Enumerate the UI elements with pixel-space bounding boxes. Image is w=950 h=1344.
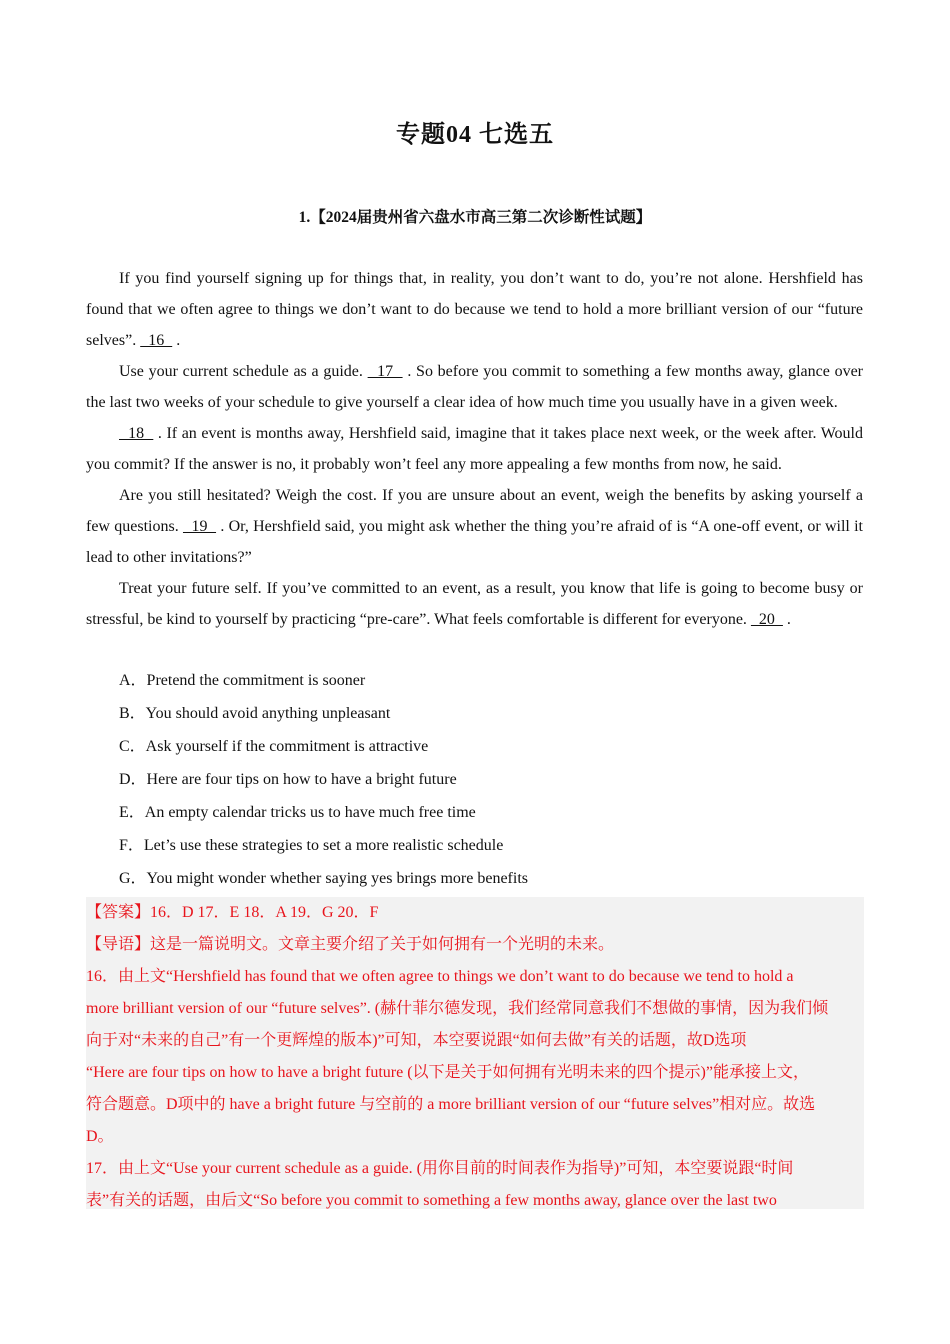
paragraph-2: Use your current schedule as a guide. 17 . So before you commit to something a few months away, glance over the last two weeks of your schedule to give yourself a clear idea of how much time you usually have in a given week. [86,363,864,411]
analysis-line: “Here are four tips on how to have a bright future (以下是关于如何拥有光明未来的四个提示)”能承接上文， [86,1064,809,1081]
paragraph-5: Treat your future self. If you’ve committed to an event, as a result, you know that life is going to become busy or stressful, be kind to yourself by practicing “pre-care”. What feels comfortable is different for everyone. 20 . [86,580,863,628]
answer-analysis-box [86,897,864,1209]
blank-19: 19 [182,518,217,535]
blank-20: 20 [750,611,783,628]
answer-key-line: 【答案】16．D 17．E 18．A 19．G 20．F [86,904,379,921]
intro-line: 【导语】这是一篇说明文。文章主要介绍了关于如何拥有一个光明的未来。 [86,936,615,953]
option-c: C．Ask yourself if the commitment is attractive [119,738,429,755]
option-b: B．You should avoid anything unpleasant [119,705,391,722]
option-f: F．Let’s use these strategies to set a more realistic schedule [119,837,504,854]
option-g: G．You might wonder whether saying yes brings more benefits [119,870,528,887]
analysis-line: 表”有关的话题，由后文“So before you commit to something a few months away, glance over the last two [86,1192,777,1209]
paragraph-3: 18 . If an event is months away, Hershfield said, imagine that it takes place next week, or the week after. Would you commit? If the answer is no, it probably won’t feel any more appealing a few months from now, he said. [86,425,864,473]
question-header: 1.【2024届贵州省六盘水市高三第二次诊断性试题】 [298,209,652,226]
analysis-line: 17．由上文“Use your current schedule as a guide. (用你目前的时间表作为指导)”可知，本空要说跟“时间 [86,1160,794,1177]
answer-options [119,664,863,895]
option-d: D．Here are four tips on how to have a bright future [119,771,457,788]
blank-18: 18 [119,425,154,442]
analysis-line: 符合题意。D项中的 have a bright future 与空前的 a more brilliant version of our “future selves”相对应。故选 [86,1096,816,1113]
option-e: E．An empty calendar tricks us to have much free time [119,804,476,821]
reading-passage [86,263,863,635]
analysis-line: more brilliant version of our “future selves”. (赫什菲尔德发现，我们经常同意我们不想做的事情，因为我们倾 [86,1000,829,1017]
analysis-line: 向于对“未来的自己”有一个更辉煌的版本)”可知，本空要说跟“如何去做”有关的话题，故D选项 [86,1032,747,1049]
paragraph-4: Are you still hesitated? Weigh the cost. If you are unsure about an event, weigh the benefits by asking yourself a few questions. 19 . Or, Hershfield said, you might ask whether the thing you’re afraid of is “A one-off event, or will it lead to other invitations?” [86,487,863,566]
paragraph-1: If you find yourself signing up for things that, in reality, you don’t want to do, you’re not alone. Hershfield has found that we often agree to things we don’t want to do because we tend to hold a more brilliant version of our “future selves”. 16 . [86,270,863,349]
page-title: 专题04 七选五 [396,122,554,148]
analysis-line: D。 [86,1128,114,1145]
blank-16: 16 [140,332,173,349]
option-a: A．Pretend the commitment is sooner [119,672,366,689]
blank-17: 17 [367,363,403,380]
analysis-line: 16．由上文“Hershfield has found that we often agree to things we don’t want to do because we tend to hold a [86,968,794,985]
